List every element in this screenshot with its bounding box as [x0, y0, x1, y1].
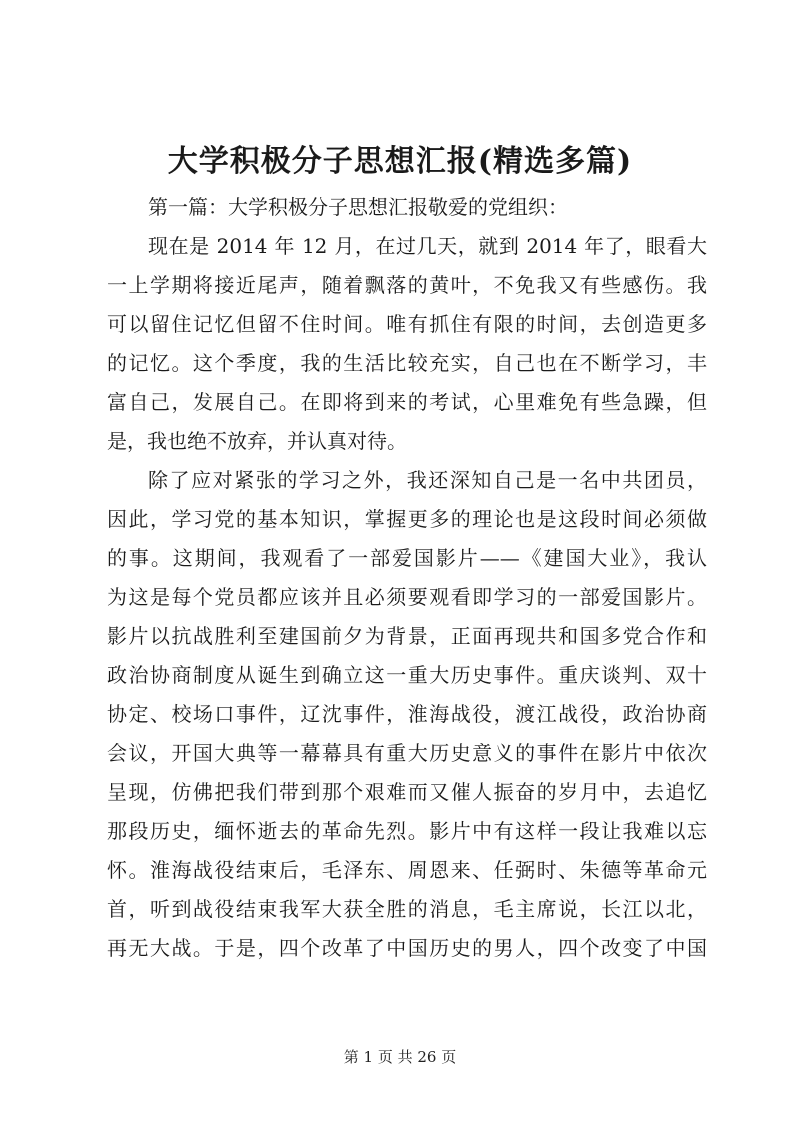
paragraph-line: 呈现，仿佛把我们带到那个艰难而又催人振奋的岁月中，去追忆 [107, 780, 707, 804]
paragraph-line: 怀。淮海战役结束后，毛泽东、周恩来、任弼时、朱德等革命元 [107, 858, 707, 882]
paragraph-line: 影片以抗战胜利至建国前夕为背景，正面再现共和国多党合作和 [107, 624, 707, 648]
paragraph-line: 首，听到战役结束我军大获全胜的消息，毛主席说，长江以北， [107, 897, 707, 921]
document-body [107, 188, 707, 968]
section-heading-line: 第一篇：大学积极分子思想汇报敬爱的党组织： [148, 195, 568, 219]
paragraph-line: 的事。这期间，我观看了一部爱国影片——《建国大业》，我认 [107, 546, 707, 570]
page-title: 大学积极分子思想汇报(精选多篇) [167, 144, 633, 179]
paragraph-line: 除了应对紧张的学习之外，我还深知自己是一名中共团员， [148, 468, 707, 492]
paragraph-line: 再无大战。于是，四个改革了中国历史的男人，四个改变了中国 [107, 936, 707, 960]
paragraph-line: 因此，学习党的基本知识，掌握更多的理论也是这段时间必须做 [107, 507, 707, 531]
paragraph-line: 协定、校场口事件，辽沈事件，淮海战役，渡江战役，政治协商 [107, 702, 707, 726]
paragraph-line: 可以留住记忆但留不住时间。唯有抓住有限的时间，去创造更多 [107, 312, 707, 336]
paragraph-line: 会议，开国大典等一幕幕具有重大历史意义的事件在影片中依次 [107, 741, 707, 765]
paragraph-line: 一上学期将接近尾声，随着飘落的黄叶，不免我又有些感伤。我 [107, 273, 707, 297]
page-number-footer: 第 1 页 共 26 页 [343, 1048, 457, 1066]
paragraph-line: 现在是 2014 年 12 月，在过几天，就到 2014 年了，眼看大 [148, 234, 707, 258]
paragraph-line: 为这是每个党员都应该并且必须要观看即学习的一部爱国影片。 [107, 585, 707, 609]
paragraph-line: 那段历史，缅怀逝去的革命先烈。影片中有这样一段让我难以忘 [107, 819, 707, 843]
paragraph-line: 政治协商制度从诞生到确立这一重大历史事件。重庆谈判、双十 [107, 663, 707, 687]
paragraph-line: 的记忆。这个季度，我的生活比较充实，自己也在不断学习，丰 [107, 351, 707, 375]
paragraph-line: 富自己，发展自己。在即将到来的考试，心里难免有些急躁，但 [107, 390, 707, 414]
paragraph-line: 是，我也绝不放弃，并认真对待。 [107, 429, 407, 453]
